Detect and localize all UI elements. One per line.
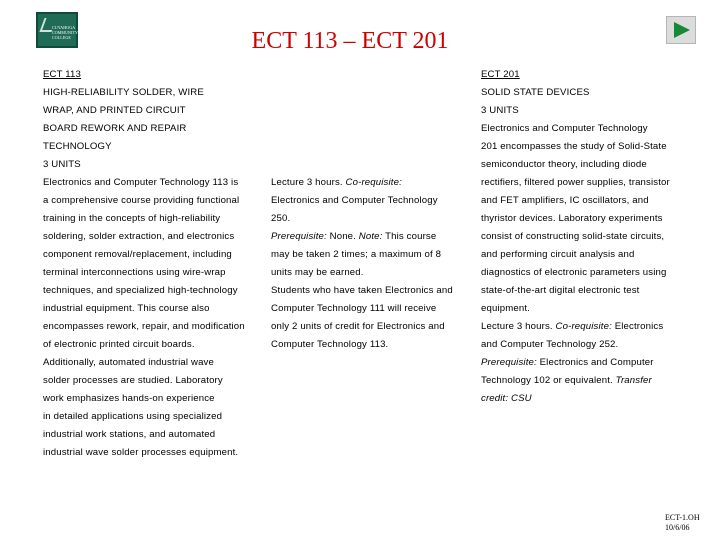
ect201-line: diagnostics of electronic parameters using [481,267,667,278]
ect201-line: rectifiers, filtered power supplies, transistor [481,177,670,188]
ect113-detail-line: may be taken 2 times; a maximum of 8 [271,249,442,260]
ect113-line: industrial work stations, and automated [43,429,216,440]
ect113-detail-line: Computer Technology 113. [271,339,389,350]
ect201-prereq-line: Prerequisite: Electronics and Computer [481,357,654,368]
ect113-line: techniques, and specialized high-technology [43,285,238,296]
ect113-line: industrial wave solder processes equipment. [43,447,239,458]
slide-footer [665,513,715,533]
ect113-detail-line: only 2 units of credit for Electronics and [271,321,445,332]
ect113-line: TECHNOLOGY [43,141,112,152]
ect113-line: HIGH-RELIABILITY SOLDER, WIRE [43,87,204,98]
ect201-line: 3 UNITS [481,105,519,116]
ect113-line: BOARD REWORK AND REPAIR [43,123,187,134]
ect201-column [481,66,670,408]
ect113-line: work emphasizes hands-on experience [43,393,215,404]
footer-date: 10/6/06 [665,523,690,532]
ect113-line: soldering, solder extraction, and electronics [43,231,235,242]
ect201-line: and performing circuit analysis and [481,249,635,260]
ect113-column [43,66,245,462]
ect201-lecture-line: Lecture 3 hours. Co-requisite: Electronics [481,321,664,332]
ect113-line: Additionally, automated industrial wave [43,357,214,368]
ect113-heading: ECT 113 [43,69,82,80]
ect113-line: solder processes are studied. Laboratory [43,375,223,386]
ect113-line: industrial equipment. This course also [43,303,210,314]
ect201-line: semiconductor theory, including diode [481,159,647,170]
ect113-line: in detailed applications using specialized [43,411,223,422]
ect201-line: equipment. [481,303,530,314]
ect113-detail-line: Electronics and Computer Technology [271,195,438,206]
ect201-line: and Computer Technology 252. [481,339,619,350]
ect201-line: consist of constructing solid-state circuits, [481,231,665,242]
logo-text: CUYAHOGA COMMUNITY COLLEGE [52,25,79,40]
ect113-line: WRAP, AND PRINTED CIRCUIT [43,105,186,116]
ect113-line: 3 UNITS [43,159,81,170]
ect201-line: thyristor devices. Laboratory experiments [481,213,663,224]
ect201-line: Technology 102 or equivalent. Transfer [481,375,652,386]
ect201-line: and FET amplifiers, IC oscillators, and [481,195,649,206]
ect201-line: SOLID STATE DEVICES [481,87,590,98]
footer-code: ECT-1.OH [665,513,700,522]
ect113-details-column [271,174,453,354]
ect113-line: component removal/replacement, including [43,249,232,260]
ect201-line: Electronics and Computer Technology [481,123,648,134]
ect201-heading: ECT 201 [481,69,520,80]
ect201-transfer-line: credit: CSU [481,393,532,404]
ect113-detail-line: Students who have taken Electronics and [271,285,453,296]
ect201-line: state-of-the-art digital electronic test [481,285,640,296]
ect113-detail-line: Prerequisite: None. Note: This course [271,231,437,242]
ect113-line: Electronics and Computer Technology 113 is [43,177,239,188]
ect113-detail-line: 250. [271,213,291,224]
ect113-detail-line: Lecture 3 hours. Co-requisite: [271,177,402,188]
ect113-detail-line: units may be earned. [271,267,364,278]
ect113-line: training in the concepts of high-reliability [43,213,221,224]
ect113-line: of electronic printed circuit boards. [43,339,195,350]
slide-title: ECT 113 – ECT 201 [251,28,449,54]
ect113-line: terminal interconnections using wire-wrap [43,267,226,278]
ect113-detail-line: Computer Technology 111 will receive [271,303,437,314]
ect201-line: 201 encompasses the study of Solid-State [481,141,667,152]
ect113-line: encompasses rework, repair, and modification [43,321,245,332]
ect113-line: a comprehensive course providing functional [43,195,240,206]
